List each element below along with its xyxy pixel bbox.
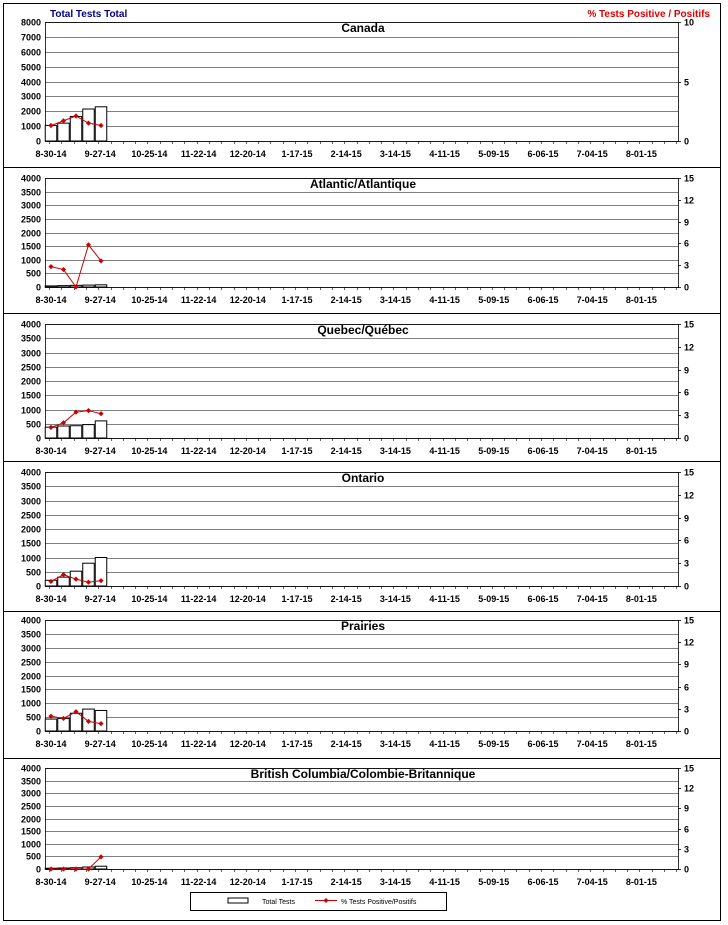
y-left-tick-label: 4000 (20, 77, 41, 88)
y-right-tick-label: 0 (684, 282, 690, 293)
x-tick-label: 9-27-14 (84, 739, 116, 749)
y-right-tick-label: 12 (684, 783, 695, 794)
y-left-tick-label: 3000 (20, 788, 41, 799)
x-tick-label: 11-22-14 (180, 446, 217, 456)
bar-total-tests (95, 866, 107, 869)
y-right-tick-label: 6 (684, 535, 690, 546)
x-tick-label: 8-01-15 (625, 877, 657, 887)
x-tick-label: 12-20-14 (229, 594, 266, 604)
right-axis-header: % Tests Positive / Positifs (587, 9, 710, 20)
x-tick-label: 7-04-15 (576, 295, 608, 305)
x-tick-label: 5-09-15 (478, 446, 510, 456)
point-percent-positive (98, 411, 103, 416)
x-tick-label: 3-14-15 (379, 739, 411, 749)
y-right-tick-label: 3 (684, 410, 690, 421)
y-right-tick-label: 12 (684, 342, 695, 353)
plot-frame (46, 20, 679, 142)
y-left-tick-label: 2500 (20, 362, 41, 373)
x-tick-label: 4-11-15 (429, 149, 460, 159)
x-tick-label: 2-14-15 (330, 295, 362, 305)
panel-5 (4, 616, 721, 759)
y-left-tick-label: 1000 (20, 255, 41, 266)
y-left-tick-label: 1500 (20, 684, 41, 695)
y-left-tick-label: 1500 (20, 241, 41, 252)
y-left-tick-label: 0 (35, 433, 41, 444)
y-left-tick-label: 1500 (20, 538, 41, 549)
plot-frame (46, 618, 679, 732)
x-tick-label: 7-04-15 (576, 739, 608, 749)
y-left-tick-label: 2000 (20, 228, 41, 239)
x-tick-label: 5-09-15 (478, 594, 510, 604)
bar-total-tests (45, 286, 57, 287)
x-tick-label: 2-14-15 (330, 594, 362, 604)
x-tick-label: 10-25-14 (131, 877, 168, 887)
x-tick-label: 4-11-15 (429, 295, 460, 305)
legend (191, 893, 447, 911)
y-right-tick-label: 9 (684, 365, 690, 376)
y-left-tick-label: 3000 (20, 91, 41, 102)
x-tick-label: 12-20-14 (229, 877, 266, 887)
panel-title: Canada (341, 20, 385, 35)
bar-total-tests (45, 719, 57, 731)
y-left-tick-label: 2000 (20, 376, 41, 387)
bar-total-tests (58, 426, 70, 438)
x-tick-label: 12-20-14 (229, 149, 266, 159)
y-left-tick-label: 3000 (20, 496, 41, 507)
y-right-tick-label: 15 (684, 319, 695, 330)
y-right-tick-label: 0 (684, 864, 690, 875)
x-tick-label: 9-27-14 (84, 877, 116, 887)
plot-frame (46, 766, 679, 870)
y-right-tick-label: 9 (684, 217, 690, 228)
x-tick-label: 1-17-15 (281, 149, 313, 159)
y-left-tick-label: 1000 (20, 405, 41, 416)
panel-title: British Columbia/Colombie-Britannique (250, 766, 476, 781)
y-left-tick-label: 500 (25, 712, 41, 723)
y-left-tick-label: 3500 (20, 776, 41, 787)
x-tick-label: 3-14-15 (379, 877, 411, 887)
x-tick-label: 9-27-14 (84, 446, 116, 456)
y-right-tick-label: 12 (684, 195, 695, 206)
y-right-tick-label: 0 (684, 433, 690, 444)
x-tick-label: 1-17-15 (281, 446, 313, 456)
y-left-tick-label: 0 (35, 581, 41, 592)
y-left-tick-label: 1000 (20, 553, 41, 564)
y-left-tick-label: 3000 (20, 643, 41, 654)
x-tick-label: 11-22-14 (180, 739, 217, 749)
y-right-tick-label: 5 (684, 77, 690, 88)
left-axis-header: Total Tests Total (50, 9, 128, 20)
y-left-tick-label: 1000 (20, 839, 41, 850)
y-right-tick-label: 15 (684, 615, 695, 626)
point-percent-positive (61, 118, 66, 123)
x-tick-label: 6-06-15 (527, 149, 559, 159)
y-left-tick-label: 0 (35, 136, 41, 147)
x-tick-label: 10-25-14 (131, 295, 168, 305)
bar-total-tests (95, 710, 107, 731)
panel-title: Prairies (340, 618, 386, 633)
line-percent-positive (51, 245, 101, 287)
x-tick-label: 7-04-15 (576, 149, 608, 159)
x-tick-label: 5-09-15 (478, 295, 510, 305)
point-percent-positive (48, 714, 53, 719)
y-left-tick-label: 8000 (20, 17, 41, 28)
panel-title: Ontario (341, 470, 385, 485)
y-right-tick-label: 3 (684, 260, 690, 271)
y-left-tick-label: 7000 (20, 32, 41, 43)
x-tick-label: 2-14-15 (330, 149, 362, 159)
y-left-tick-label: 1500 (20, 826, 41, 837)
y-left-tick-label: 3000 (20, 200, 41, 211)
y-right-tick-label: 15 (684, 763, 695, 774)
y-left-tick-label: 2500 (20, 657, 41, 668)
x-tick-label: 11-22-14 (180, 594, 217, 604)
x-tick-label: 10-25-14 (131, 594, 168, 604)
y-left-tick-label: 4000 (20, 319, 41, 330)
bar-total-tests (70, 426, 82, 438)
x-tick-label: 1-17-15 (281, 877, 313, 887)
bar-total-tests (95, 421, 107, 438)
y-right-tick-label: 3 (684, 704, 690, 715)
x-tick-label: 6-06-15 (527, 739, 559, 749)
x-tick-label: 8-01-15 (625, 739, 657, 749)
y-left-tick-label: 4000 (20, 173, 41, 184)
x-tick-label: 8-30-14 (35, 739, 67, 749)
y-left-tick-label: 0 (35, 864, 41, 875)
y-left-tick-label: 3500 (20, 629, 41, 640)
x-tick-label: 1-17-15 (281, 295, 313, 305)
panel-1 (4, 18, 721, 168)
bar-total-tests (95, 285, 107, 287)
y-left-tick-label: 2000 (20, 106, 41, 117)
x-tick-label: 6-06-15 (527, 877, 559, 887)
y-right-tick-label: 6 (684, 824, 690, 835)
x-tick-label: 2-14-15 (330, 877, 362, 887)
y-left-tick-label: 2500 (20, 801, 41, 812)
bar-total-tests (83, 285, 95, 287)
x-tick-label: 8-01-15 (625, 149, 657, 159)
x-tick-label: 5-09-15 (478, 877, 510, 887)
x-tick-label: 8-30-14 (35, 594, 67, 604)
y-left-tick-label: 2000 (20, 814, 41, 825)
y-left-tick-label: 2000 (20, 524, 41, 535)
x-tick-label: 7-04-15 (576, 594, 608, 604)
y-right-tick-label: 12 (684, 490, 695, 501)
x-tick-label: 8-30-14 (35, 149, 67, 159)
x-tick-label: 7-04-15 (576, 877, 608, 887)
x-tick-label: 4-11-15 (429, 594, 460, 604)
y-left-tick-label: 6000 (20, 47, 41, 58)
x-tick-label: 9-27-14 (84, 295, 116, 305)
y-right-tick-label: 3 (684, 844, 690, 855)
y-left-tick-label: 1500 (20, 390, 41, 401)
y-left-tick-label: 3500 (20, 333, 41, 344)
x-tick-label: 12-20-14 (229, 295, 266, 305)
x-tick-label: 4-11-15 (429, 446, 460, 456)
y-right-tick-label: 15 (684, 467, 695, 478)
y-left-tick-label: 3500 (20, 187, 41, 198)
panel-title: Quebec/Québec (317, 322, 409, 337)
x-tick-label: 3-14-15 (379, 149, 411, 159)
x-tick-label: 12-20-14 (229, 739, 266, 749)
x-tick-label: 11-22-14 (180, 877, 217, 887)
x-tick-label: 2-14-15 (330, 739, 362, 749)
panel-2 (4, 174, 721, 314)
x-tick-label: 6-06-15 (527, 594, 559, 604)
x-tick-label: 8-30-14 (35, 295, 67, 305)
x-tick-label: 8-30-14 (35, 877, 67, 887)
y-right-tick-label: 12 (684, 637, 695, 648)
panel-title: Atlantic/Atlantique (309, 176, 417, 191)
y-left-tick-label: 1000 (20, 698, 41, 709)
y-left-tick-label: 0 (35, 726, 41, 737)
x-tick-label: 9-27-14 (84, 149, 116, 159)
bar-total-tests (70, 116, 82, 141)
y-right-tick-label: 9 (684, 803, 690, 814)
y-left-tick-label: 3500 (20, 481, 41, 492)
y-left-tick-label: 4000 (20, 467, 41, 478)
y-right-tick-label: 6 (684, 682, 690, 693)
y-right-tick-label: 6 (684, 387, 690, 398)
panel-3 (4, 320, 721, 462)
x-tick-label: 11-22-14 (180, 149, 217, 159)
x-tick-label: 8-30-14 (35, 446, 67, 456)
y-left-tick-label: 2500 (20, 214, 41, 225)
x-tick-label: 8-01-15 (625, 446, 657, 456)
y-left-tick-label: 500 (25, 851, 41, 862)
x-tick-label: 11-22-14 (180, 295, 217, 305)
panel-6 (21, 764, 694, 888)
y-right-tick-label: 0 (684, 581, 690, 592)
bar-total-tests (58, 123, 70, 141)
x-tick-label: 3-14-15 (379, 446, 411, 456)
y-right-tick-label: 3 (684, 558, 690, 569)
x-tick-label: 5-09-15 (478, 149, 510, 159)
y-left-tick-label: 3000 (20, 348, 41, 359)
y-left-tick-label: 500 (25, 419, 41, 430)
y-left-tick-label: 500 (25, 268, 41, 279)
x-tick-label: 9-27-14 (84, 594, 116, 604)
y-left-tick-label: 4000 (20, 763, 41, 774)
y-left-tick-label: 1000 (20, 121, 41, 132)
y-left-tick-label: 4000 (20, 615, 41, 626)
x-tick-label: 3-14-15 (379, 295, 411, 305)
panels (4, 18, 721, 888)
x-tick-label: 12-20-14 (229, 446, 266, 456)
bar-total-tests (83, 425, 95, 438)
point-percent-positive (48, 866, 53, 871)
y-left-tick-label: 0 (35, 282, 41, 293)
legend-total-label: Total Tests (262, 899, 295, 906)
x-tick-label: 10-25-14 (131, 739, 168, 749)
x-tick-label: 5-09-15 (478, 739, 510, 749)
x-tick-label: 6-06-15 (527, 295, 559, 305)
x-tick-label: 8-01-15 (625, 594, 657, 604)
x-tick-label: 10-25-14 (131, 446, 168, 456)
x-tick-label: 1-17-15 (281, 739, 313, 749)
y-right-tick-label: 15 (684, 173, 695, 184)
point-percent-positive (86, 408, 91, 413)
plot-frame (46, 176, 679, 288)
x-tick-label: 10-25-14 (131, 149, 168, 159)
x-tick-label: 4-11-15 (429, 877, 460, 887)
y-right-tick-label: 9 (684, 659, 690, 670)
x-tick-label: 4-11-15 (429, 739, 460, 749)
bar-total-tests (70, 713, 82, 731)
x-tick-label: 8-01-15 (625, 295, 657, 305)
point-percent-positive (48, 264, 53, 269)
y-right-tick-label: 0 (684, 136, 690, 147)
y-right-tick-label: 10 (684, 17, 695, 28)
x-tick-label: 6-06-15 (527, 446, 559, 456)
bar-total-tests (58, 577, 70, 586)
point-percent-positive (73, 866, 78, 871)
y-right-tick-label: 0 (684, 726, 690, 737)
y-left-tick-label: 2000 (20, 671, 41, 682)
panel-4 (4, 468, 721, 612)
bar-total-tests (58, 286, 70, 287)
y-left-tick-label: 5000 (20, 62, 41, 73)
x-tick-label: 2-14-15 (330, 446, 362, 456)
y-left-tick-label: 2500 (20, 510, 41, 521)
legend-total-swatch (228, 898, 248, 903)
y-right-tick-label: 9 (684, 513, 690, 524)
x-tick-label: 1-17-15 (281, 594, 313, 604)
y-left-tick-label: 500 (25, 567, 41, 578)
x-tick-label: 3-14-15 (379, 594, 411, 604)
y-right-tick-label: 6 (684, 238, 690, 249)
x-tick-label: 7-04-15 (576, 446, 608, 456)
legend-percent-label: % Tests Positive/Positifs (341, 899, 417, 906)
